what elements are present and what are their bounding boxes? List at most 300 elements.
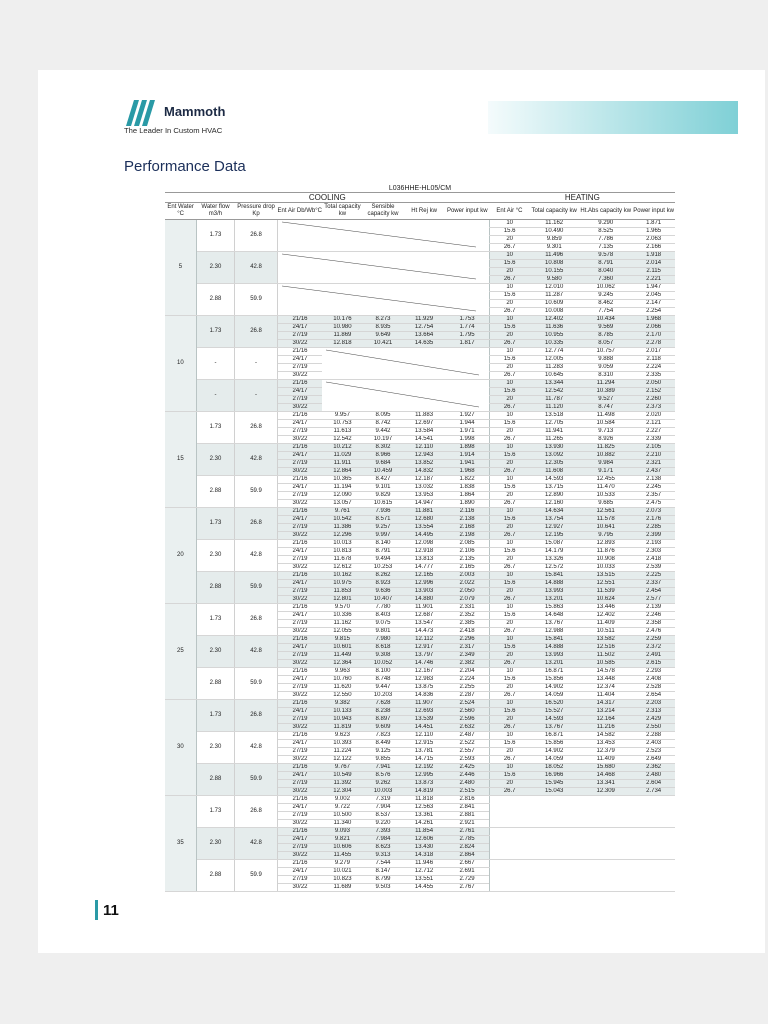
water-flow-cell: 2.88	[196, 476, 235, 508]
cooling-cell: 24/17	[277, 676, 322, 684]
heating-cell: 12.927	[529, 524, 579, 532]
heating-cell: 12.516	[579, 644, 632, 652]
cooling-cell: 12.918	[403, 548, 445, 556]
heating-cell: 10	[490, 540, 530, 548]
cooling-cell: 11.162	[322, 620, 363, 628]
model-header: L036HHE-HL05/CM	[165, 184, 675, 193]
heating-cell: 2.138	[632, 476, 675, 484]
heating-cell: 2.491	[632, 652, 675, 660]
cooling-cell: 9.442	[363, 428, 404, 436]
heating-cell: 8.926	[579, 436, 632, 444]
cooling-cell: 10.500	[322, 812, 363, 820]
heating-cell: 15.6	[490, 484, 530, 492]
cooling-cell: 9.220	[363, 820, 404, 828]
column-header: Total capacity kw	[529, 203, 579, 220]
heating-cell: 13.993	[529, 652, 579, 660]
cooling-cell: 2.596	[445, 716, 490, 724]
heating-cell: 14.059	[529, 692, 579, 700]
heating-cell: 11.539	[579, 588, 632, 596]
cooling-cell: 10.421	[363, 340, 404, 348]
heating-cell: 2.227	[632, 428, 675, 436]
brand-tagline: The Leader In Custom HVAC	[124, 126, 223, 135]
cooling-cell: 8.791	[363, 548, 404, 556]
heating-cell: 2.523	[632, 748, 675, 756]
heating-cell: 8.462	[579, 300, 632, 308]
water-flow-cell: 2.88	[196, 764, 235, 796]
cooling-cell: 27/19	[277, 364, 322, 372]
heating-cell: 2.408	[632, 676, 675, 684]
cooling-cell: 2.138	[445, 516, 490, 524]
heating-cell: 11.502	[579, 652, 632, 660]
cooling-cell: 24/17	[277, 420, 322, 428]
cooling-cell: 13.554	[403, 524, 445, 532]
heating-cell: 2.221	[632, 276, 675, 284]
heating-cell: 13.930	[529, 444, 579, 452]
heating-cell: 9.245	[579, 292, 632, 300]
cooling-cell: 24/17	[277, 548, 322, 556]
table-row	[165, 348, 675, 356]
heating-cell: 26.7	[490, 724, 530, 732]
heating-cell: 10	[490, 380, 530, 388]
cooling-cell: 11.854	[403, 828, 445, 836]
cooling-cell: 10.176	[322, 316, 363, 324]
cooling-cell: 10.393	[322, 740, 363, 748]
cooling-cell: 21/16	[277, 860, 322, 868]
heating-cell: 2.429	[632, 716, 675, 724]
cooling-cell: 14.880	[403, 596, 445, 604]
cooling-cell: 21/16	[277, 316, 322, 324]
cooling-cell: 13.057	[322, 500, 363, 508]
cooling-cell: 2.841	[445, 804, 490, 812]
cooling-cell: 10.943	[322, 716, 363, 724]
heating-cell: 9.859	[529, 236, 579, 244]
heating-cell: 12.379	[579, 748, 632, 756]
cooling-cell: 30/22	[277, 468, 322, 476]
heating-cell: 2.362	[632, 764, 675, 772]
cooling-cell: 24/17	[277, 484, 322, 492]
cooling-cell: 8.935	[363, 324, 404, 332]
heating-cell: 20	[490, 588, 530, 596]
cooling-cell: 13.903	[403, 588, 445, 596]
heating-cell: 11.283	[529, 364, 579, 372]
cooling-cell: 21/16	[277, 700, 322, 708]
heating-cell: 2.615	[632, 660, 675, 668]
water-flow-cell: 1.73	[196, 796, 235, 828]
cooling-cell: 2.487	[445, 732, 490, 740]
cooling-cell: 30/22	[277, 564, 322, 572]
cooling-cell: 2.317	[445, 644, 490, 652]
page-number: 11	[103, 902, 119, 919]
cooling-cell: 1.795	[445, 332, 490, 340]
heating-cell: 9.578	[579, 252, 632, 260]
cooling-cell: 9.684	[363, 460, 404, 468]
cooling-cell: 11.224	[322, 748, 363, 756]
heating-cell: 10	[490, 668, 530, 676]
brand-name: Mammoth	[164, 104, 226, 119]
heating-cell: 2.118	[632, 356, 675, 364]
heating-cell: 12.305	[529, 460, 579, 468]
heating-cell: 15.863	[529, 604, 579, 612]
cooling-cell: 14.715	[403, 756, 445, 764]
water-flow-cell: 1.73	[196, 220, 235, 252]
cooling-cell: 14.318	[403, 852, 445, 860]
pressure-drop-cell: 42.8	[235, 732, 278, 764]
cooling-cell: 7.941	[363, 764, 404, 772]
cooling-cell: 1.998	[445, 436, 490, 444]
heating-cell: 20	[490, 364, 530, 372]
cooling-cell: 9.002	[322, 796, 363, 804]
heating-cell: 10	[490, 444, 530, 452]
table-row	[165, 476, 675, 484]
heating-cell: 8.525	[579, 228, 632, 236]
cooling-cell: 13.873	[403, 780, 445, 788]
pressure-drop-cell: 59.9	[235, 284, 278, 316]
cooling-cell: 13.539	[403, 716, 445, 724]
cooling-cell: 8.147	[363, 868, 404, 876]
heating-cell: 11.787	[529, 396, 579, 404]
cooling-cell: 27/19	[277, 716, 322, 724]
column-header: Sensible capacity kw	[363, 203, 404, 220]
pressure-drop-cell: 59.9	[235, 764, 278, 796]
cooling-cell: 11.819	[322, 724, 363, 732]
heating-cell: 15.6	[490, 644, 530, 652]
cooling-cell: 21/16	[277, 508, 322, 516]
heating-cell: 1.947	[632, 284, 675, 292]
cooling-cell: 27/19	[277, 460, 322, 468]
heating-cell: 10.062	[579, 284, 632, 292]
heating-cell: 13.715	[529, 484, 579, 492]
header-accent-bar	[488, 101, 738, 134]
heating-cell: 12.164	[579, 716, 632, 724]
heating-cell: 26.7	[490, 500, 530, 508]
heating-cell: 13.448	[579, 676, 632, 684]
heating-cell: 14.582	[579, 732, 632, 740]
cooling-cell: 14.635	[403, 340, 445, 348]
cooling-cell: 11.194	[322, 484, 363, 492]
heating-cell: 10	[490, 476, 530, 484]
heating-cell: 2.604	[632, 780, 675, 788]
heating-cell: 11.941	[529, 428, 579, 436]
pressure-drop-cell: 26.8	[235, 796, 278, 828]
cooling-cell: 9.815	[322, 636, 363, 644]
cooling-cell: 7.319	[363, 796, 404, 804]
water-flow-cell: -	[196, 348, 235, 380]
heating-cell: 15.6	[490, 324, 530, 332]
heating-cell: 9.059	[579, 364, 632, 372]
cooling-cell: 21/16	[277, 604, 322, 612]
heating-cell: 2.303	[632, 548, 675, 556]
heating-cell: 26.7	[490, 404, 530, 412]
heating-cell: 2.285	[632, 524, 675, 532]
cooling-cell: 2.560	[445, 708, 490, 716]
water-flow-cell: 2.30	[196, 252, 235, 284]
cooling-cell: 30/22	[277, 404, 322, 412]
heating-cell: 8.791	[579, 260, 632, 268]
cooling-cell: 10.407	[363, 596, 404, 604]
heating-cell: 2.358	[632, 620, 675, 628]
cooling-cell: 11.455	[322, 852, 363, 860]
cooling-cell: 12.187	[403, 476, 445, 484]
heating-cell: 10.955	[529, 332, 579, 340]
heating-cell: 12.309	[579, 788, 632, 796]
heating-cell: 2.225	[632, 572, 675, 580]
cooling-cell: 12.995	[403, 772, 445, 780]
cooling-cell: 21/16	[277, 668, 322, 676]
heating-cell: 20	[490, 236, 530, 244]
water-flow-cell: 2.30	[196, 828, 235, 860]
pressure-drop-cell: 42.8	[235, 252, 278, 284]
heating-cell: 2.288	[632, 732, 675, 740]
heating-cell: 2.577	[632, 596, 675, 604]
water-flow-cell: 1.73	[196, 412, 235, 444]
heating-cell: 10.585	[579, 660, 632, 668]
heating-cell: 13.092	[529, 452, 579, 460]
heating-cell: 15.6	[490, 356, 530, 364]
cooling-cell: 9.075	[363, 620, 404, 628]
cooling-cell: 8.571	[363, 516, 404, 524]
table-row	[165, 220, 675, 228]
cooling-cell: 2.079	[445, 596, 490, 604]
table-row	[165, 636, 675, 644]
heating-cell: 2.321	[632, 460, 675, 468]
heating-cell: 13.754	[529, 516, 579, 524]
heating-cell: 8.747	[579, 404, 632, 412]
cooling-cell: 11.907	[403, 700, 445, 708]
heating-cell: 2.335	[632, 372, 675, 380]
heating-cell: 2.278	[632, 340, 675, 348]
ent-water-cell: 10	[165, 316, 196, 412]
cooling-cell: 12.943	[403, 452, 445, 460]
column-header: Power input kw	[445, 203, 490, 220]
cooling-cell: 30/22	[277, 692, 322, 700]
cooling-cell: 9.636	[363, 588, 404, 596]
heating-cell: 14.059	[529, 756, 579, 764]
cooling-cell: 10.336	[322, 612, 363, 620]
cooling-cell: 30/22	[277, 596, 322, 604]
heating-cell: 26.7	[490, 788, 530, 796]
section-title: Performance Data	[124, 158, 246, 175]
heating-cell: 2.418	[632, 556, 675, 564]
cooling-cell: 30/22	[277, 820, 322, 828]
cooling-cell: 2.385	[445, 620, 490, 628]
heating-cell: 10	[490, 508, 530, 516]
heating-cell: 2.020	[632, 412, 675, 420]
heating-cell: 2.254	[632, 308, 675, 316]
cooling-cell: 24/17	[277, 772, 322, 780]
cooling-cell: 1.968	[445, 468, 490, 476]
cooling-cell: 30/22	[277, 628, 322, 636]
pressure-drop-cell: 26.8	[235, 508, 278, 540]
heating-cell: 11.265	[529, 436, 579, 444]
heating-cell: 12.705	[529, 420, 579, 428]
cooling-cell: 2.729	[445, 876, 490, 884]
heating-cell: 16.966	[529, 772, 579, 780]
cooling-cell: 9.257	[363, 524, 404, 532]
heating-cell: 26.7	[490, 692, 530, 700]
cooling-cell: 8.427	[363, 476, 404, 484]
cooling-cell: 2.224	[445, 676, 490, 684]
heating-cell: 11.636	[529, 324, 579, 332]
cooling-cell: 12.165	[403, 572, 445, 580]
heating-cell: 15.6	[490, 772, 530, 780]
heating-cell: 9.569	[579, 324, 632, 332]
cooling-cell: 7.628	[363, 700, 404, 708]
ent-water-cell: 35	[165, 796, 196, 892]
cooling-cell: 8.273	[363, 316, 404, 324]
cooling-cell: 2.165	[445, 564, 490, 572]
pressure-drop-cell: 26.8	[235, 220, 278, 252]
heating-cell: 26.7	[490, 532, 530, 540]
heating-cell: 15.6	[490, 388, 530, 396]
heating-cell: 10.584	[579, 420, 632, 428]
cooling-cell: 10.606	[322, 844, 363, 852]
cooling-cell: 12.612	[322, 564, 363, 572]
cooling-cell: 30/22	[277, 340, 322, 348]
cooling-cell: 10.203	[363, 692, 404, 700]
cooling-cell: 1.864	[445, 492, 490, 500]
cooling-cell: 8.966	[363, 452, 404, 460]
heating-cell: 14.593	[529, 716, 579, 724]
cooling-cell: 27/19	[277, 652, 322, 660]
cooling-cell: 10.003	[363, 788, 404, 796]
cooling-cell: 24/17	[277, 388, 322, 396]
cooling-cell: 10.197	[363, 436, 404, 444]
heating-cell: 20	[490, 684, 530, 692]
heating-cell: 2.115	[632, 268, 675, 276]
heating-cell: 15.841	[529, 572, 579, 580]
heating-cell: 2.014	[632, 260, 675, 268]
cooling-cell: 11.678	[322, 556, 363, 564]
heating-cell: 2.210	[632, 452, 675, 460]
cooling-cell: 8.403	[363, 612, 404, 620]
heating-cell: 10	[490, 284, 530, 292]
cooling-cell: 9.447	[363, 684, 404, 692]
cooling-cell: 13.852	[403, 460, 445, 468]
heating-cell: 11.496	[529, 252, 579, 260]
heating-cell: 2.203	[632, 700, 675, 708]
cooling-cell: 1.941	[445, 460, 490, 468]
cooling-cell: 2.667	[445, 860, 490, 868]
cooling-cell: 14.947	[403, 500, 445, 508]
cooling-cell: 8.799	[363, 876, 404, 884]
heating-cell: 9.685	[579, 500, 632, 508]
heating-cell: 11.404	[579, 692, 632, 700]
heating-cell: 11.120	[529, 404, 579, 412]
cooling-cell: 11.689	[322, 884, 363, 892]
cooling-cell: 7.984	[363, 836, 404, 844]
cooling-cell: 8.742	[363, 420, 404, 428]
heating-cell: 12.010	[529, 284, 579, 292]
heating-cell: 10.511	[579, 628, 632, 636]
table-row	[165, 540, 675, 548]
heating-cell: 10	[490, 412, 530, 420]
cooling-cell: 24/17	[277, 804, 322, 812]
cooling-cell: 24/17	[277, 836, 322, 844]
ent-water-cell: 25	[165, 604, 196, 700]
heating-cell: 14.902	[529, 748, 579, 756]
heating-cell: 9.301	[529, 244, 579, 252]
cooling-cell: 2.480	[445, 780, 490, 788]
cooling-cell: 9.997	[363, 532, 404, 540]
cooling-cell: 8.100	[363, 668, 404, 676]
heating-cell: 10.434	[579, 316, 632, 324]
cooling-cell: 27/19	[277, 556, 322, 564]
cooling-cell: 9.761	[322, 508, 363, 516]
heating-cell: 13.326	[529, 556, 579, 564]
heating-cell: 10	[490, 732, 530, 740]
cooling-cell: 7.393	[363, 828, 404, 836]
heating-cell: 9.171	[579, 468, 632, 476]
heating-cell: 20	[490, 460, 530, 468]
heating-cell: 11.470	[579, 484, 632, 492]
water-flow-cell: 2.30	[196, 540, 235, 572]
heating-cell: 2.139	[632, 604, 675, 612]
heating-cell: 11.287	[529, 292, 579, 300]
heating-cell: 10.641	[579, 524, 632, 532]
cooling-cell: 30/22	[277, 436, 322, 444]
heating-cell: 10	[490, 220, 530, 228]
table-row	[165, 284, 675, 292]
heating-cell: 1.965	[632, 228, 675, 236]
cooling-cell: 11.901	[403, 604, 445, 612]
cooling-cell: 2.921	[445, 820, 490, 828]
cooling-cell: 1.898	[445, 444, 490, 452]
water-flow-cell: 2.30	[196, 732, 235, 764]
heating-cell: 10.033	[579, 564, 632, 572]
cooling-cell: 8.537	[363, 812, 404, 820]
cooling-cell: 1.944	[445, 420, 490, 428]
table-row	[165, 860, 675, 868]
heating-cell: 8.040	[579, 268, 632, 276]
heating-cell: 20	[490, 780, 530, 788]
cooling-cell: 9.821	[322, 836, 363, 844]
pressure-drop-cell: 26.8	[235, 700, 278, 732]
water-flow-cell: 1.73	[196, 700, 235, 732]
cooling-cell: 11.392	[322, 780, 363, 788]
heating-cell: 13.993	[529, 588, 579, 596]
heating-cell: 14.468	[579, 772, 632, 780]
cooling-cell: 10.459	[363, 468, 404, 476]
heating-cell: 11.578	[579, 516, 632, 524]
heating-cell: 7.360	[579, 276, 632, 284]
cooling-cell: 11.029	[322, 452, 363, 460]
cooling-blank-cell	[322, 380, 490, 412]
heating-cell: 16.871	[529, 668, 579, 676]
cooling-cell: 10.021	[322, 868, 363, 876]
heating-cell: 2.403	[632, 740, 675, 748]
heating-cell: 13.344	[529, 380, 579, 388]
cooling-cell: 2.761	[445, 828, 490, 836]
cooling-cell: 30/22	[277, 788, 322, 796]
cooling-cell: 11.911	[322, 460, 363, 468]
cooling-cell: 2.085	[445, 540, 490, 548]
cooling-cell: 13.547	[403, 620, 445, 628]
ent-water-cell: 30	[165, 700, 196, 796]
heating-cell: 10	[490, 348, 530, 356]
heating-cell: 20	[490, 716, 530, 724]
cooling-cell: 2.864	[445, 852, 490, 860]
cooling-cell: 24/17	[277, 516, 322, 524]
heating-cell: 11.498	[579, 412, 632, 420]
table-row	[165, 252, 675, 260]
cooling-cell: 12.098	[403, 540, 445, 548]
cooling-cell: 1.822	[445, 476, 490, 484]
heating-cell: 20	[490, 652, 530, 660]
heating-cell: 13.767	[529, 620, 579, 628]
heating-cell: 10.609	[529, 300, 579, 308]
heating-cell: 7.754	[579, 308, 632, 316]
table-row	[165, 700, 675, 708]
